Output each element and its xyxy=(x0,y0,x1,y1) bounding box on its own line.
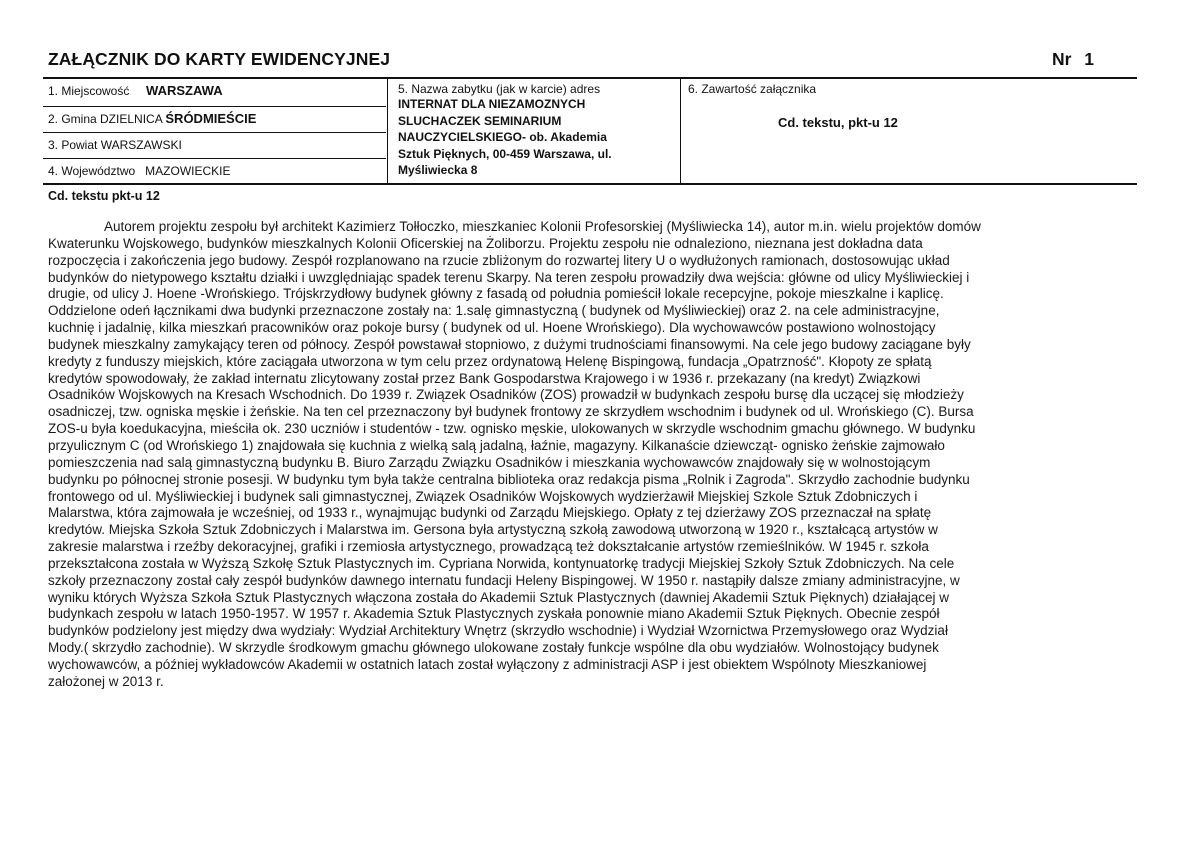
body-line: kuchnię i jadalnię, kilka mieszkań pracowników oraz pokoje bursy ( budynek od ul. Hoene Wrońskiego). Dla wychowawców postawiono wolnostojący xyxy=(48,320,936,336)
body-line: przekształcona została w Wyższą Szkołę Sztuk Plastycznych im. Cypriana Norwida, kontynuatorkę tradycji Miejskiej Szkoły Sztuk Zdobniczych. Na cele xyxy=(48,555,955,571)
body-line: osadniczej, tzw. ogniska męskie i żeńskie. Na ten cel przeznaczony był budynek frontowy ze skrzydłem wschodnim i budynek od ul. Wrońskiego (C). Bursa xyxy=(48,404,974,420)
field-wojewodztwo xyxy=(43,158,386,183)
document-header xyxy=(48,49,1138,71)
body-line: przyulicznym C (od Wrońskiego 1) znajdowała się kuchnia z wielką salą jadalną, łaźnie, magazyny. Kilkanaście dziewcząt- ognisko żeńskie zajmowało xyxy=(48,437,945,453)
body-line: pomieszczenia nad salą gimnastyczną budynku B. Biuro Zarządu Związku Osadników i mieszkania wychowawców znajdowały się w wolnostojącym xyxy=(48,454,931,470)
body-line: Kwaterunku Wojskowego, budynków mieszkalnych Kolonii Oficerskiej na Żoliborzu. Projektu zespołu nie odnaleziono, nieznana jest dokładna data xyxy=(48,235,923,251)
body-line: Malarstwa, która zajmowała je wcześniej, od 1933 r., wynajmując budynki od Zarządu Miejskiego. Opłaty z tej dzierżawy ZOS przeznaczał na spłatę xyxy=(48,505,932,521)
body-line: kredytów spowodowały, że zakład internatu zlicytowany został przez Bank Gospodarstwa Krajowego i w 1936 r. przekazany (na kredyt) Związkowi xyxy=(48,370,921,386)
body-line: ZOS-u była koedukacyjna, mieściła ok. 230 uczniów i studentów - tzw. ognisko męskie, ulokowanych w skrzydle wschodnim gmachu głównego. W budynku xyxy=(48,421,976,437)
monument-label: 5. Nazwa zabytku (jak w karcie) adres xyxy=(398,82,601,96)
monument-line: Sztuk Pięknych, 00-459 Warszawa, ul. xyxy=(398,146,612,161)
location-fields xyxy=(43,79,386,183)
field-value: MAZOWIECKIE xyxy=(145,164,231,178)
body-line: Oddzielone odeń łącznikami dwa budynki przeznaczone zostały na: 1.salę gimnastyczną ( budynek od Myśliwieckiej) oraz 2. na cele administracyjne, xyxy=(48,303,940,319)
body-line: frontowego od ul. Myśliwieckiej i budynek sali gimnastycznej, Związek Osadników Wojskowych wydzierżawił Miejskiej Szkole Sztuk Zdobniczych i xyxy=(48,488,918,504)
field-powiat xyxy=(43,132,386,158)
field-value: ŚRÓDMIEŚCIE xyxy=(165,111,257,126)
monument-line: SLUCHACZEK SEMINARIUM xyxy=(398,113,562,128)
body-line: budynek mieszkalny zamykający teren od północy. Zespół powstawał stopniowo, z dużymi trudnościami finansowymi. Na cele jego budowy zaciągane były xyxy=(48,336,971,352)
monument-line: NAUCZYCIELSKIEGO- ob. Akademia xyxy=(398,130,607,144)
body-line: Osadników Wojskowych na Kresach Wschodnich. Do 1939 r. Związek Osadników (ZOS) prowadził w budynkach zespołu bursę dla uczącej się młodzieży xyxy=(48,387,964,403)
monument-line: INTERNAT DLA NIEZAMOZNYCH xyxy=(398,97,586,111)
field-label: 3. Powiat xyxy=(48,138,98,152)
body-text xyxy=(48,219,1148,691)
document-number: Nr 1 xyxy=(1051,49,1094,69)
continuation-label: Cd. tekstu pkt-u 12 xyxy=(48,189,160,203)
body-line: budynków podzielony jest między dwa wydziały: Wydział Architektury Wnętrz (skrzydło wschodnie) i Wydział Wzornictwa Przemysłowego oraz Wydział xyxy=(48,623,948,639)
body-line: kredyty z funduszy miejskich, które zaciągała utworzona w tym celu przez ordynatową Helenę Bispingową, fundacja „Opatrzność". Kłopoty ze spłatą xyxy=(48,353,932,369)
body-line: Autorem projektu zespołu był architekt Kazimierz Tołłoczko, mieszkaniec Kolonii Profesorskiej (Myśliwiecka 14), autor m.in. wielu projektów domów xyxy=(104,219,981,234)
field-gmina xyxy=(43,106,386,132)
attachment-contents-cell xyxy=(681,79,1137,183)
body-line: wychowawców, a później wykładowców Akademii w ostatnich latach został wyłączony z administracji ASP i jest obiektem Wspólnoty Mieszkaniowej xyxy=(48,656,927,672)
body-line: rozpoczęcia i zakończenia jego budowy. Zespół rozplanowano na rzucie zbliżonym do rozwartej litery U o wydłużonych ramionach, dostosowując układ xyxy=(48,252,950,268)
field-value: WARSZAWA xyxy=(146,83,223,98)
body-line: budynku po północnej stronie posesji. W budynku tym była także centralna biblioteka oraz redakcja pisma „Rolnik i Zagroda". Skrzydło zachodnie budynku xyxy=(48,471,970,487)
monument-name xyxy=(398,96,676,179)
field-label: 2. Gmina DZIELNICA xyxy=(48,112,163,126)
body-line: budynków do nietypowego kształtu działki i uwzględniając spadek terenu Skarpy. Na teren zespołu prowadziły dwa wejścia: główne od ulicy Myśliwieckiej i xyxy=(48,269,970,285)
body-line: drugie, od ulicy J. Hoene -Wrońskiego. Trójskrzydłowy budynek główny z fasadą od południa pomieścił lokale recepcyjne, pokoje mieszkalne i kaplicę. xyxy=(48,286,944,302)
attachment-value: Cd. tekstu, pkt-u 12 xyxy=(778,115,898,130)
monument-name-cell xyxy=(387,79,681,183)
header-table xyxy=(43,77,1137,185)
body-line: zakresie malarstwa i rzeźby dekoracyjnej, grafiki i rzemiosła artystycznego, prowadzącą też dokształcanie artystów rzemieślników. W 1945 r. szkoła xyxy=(48,539,929,555)
field-value: WARSZAWSKI xyxy=(100,138,182,152)
attachment-label: 6. Zawartość załącznika xyxy=(688,82,817,96)
body-line: szkoły przeznaczony został cały zespół budynków dawnego internatu fundacji Heleny Bispingowej. W 1950 r. nastąpiły dalsze zmiany administracyjne, w xyxy=(48,572,960,588)
field-label: 1. Miejscowość xyxy=(48,84,130,98)
body-line: budynkach zespołu w latach 1950-1957. W 1957 r. Akademia Sztuk Plastycznych zyskała ponownie miano Akademii Sztuk Pięknych. Obecnie zespół xyxy=(48,606,940,622)
field-miejscowosc xyxy=(43,79,386,106)
document-title: ZAŁĄCZNIK DO KARTY EWIDENCYJNEJ xyxy=(48,49,391,69)
body-line: Mody.( skrzydło zachodnie). W skrzydle środkowym gmachu głównego ulokowane zostały funkcje wspólne dla obu wydziałów. Wolnostojący budynek xyxy=(48,640,939,656)
monument-line: Myśliwiecka 8 xyxy=(398,163,478,177)
field-label: 4. Województwo xyxy=(48,164,136,178)
body-line: wyniku których Wyższa Szkoła Sztuk Plastycznych włączona została do Akademii Sztuk Plastycznych (dawniej Akademii Sztuk Pięknych) działającej w xyxy=(48,589,949,605)
body-line: kredytów. Miejska Szkoła Sztuk Zdobniczych i Malarstwa im. Gersona była artystyczną szkołą zawodową utworzoną w 1920 r., kształcącą artystów w xyxy=(48,522,938,538)
body-line: założonej w 2013 r. xyxy=(48,673,164,689)
